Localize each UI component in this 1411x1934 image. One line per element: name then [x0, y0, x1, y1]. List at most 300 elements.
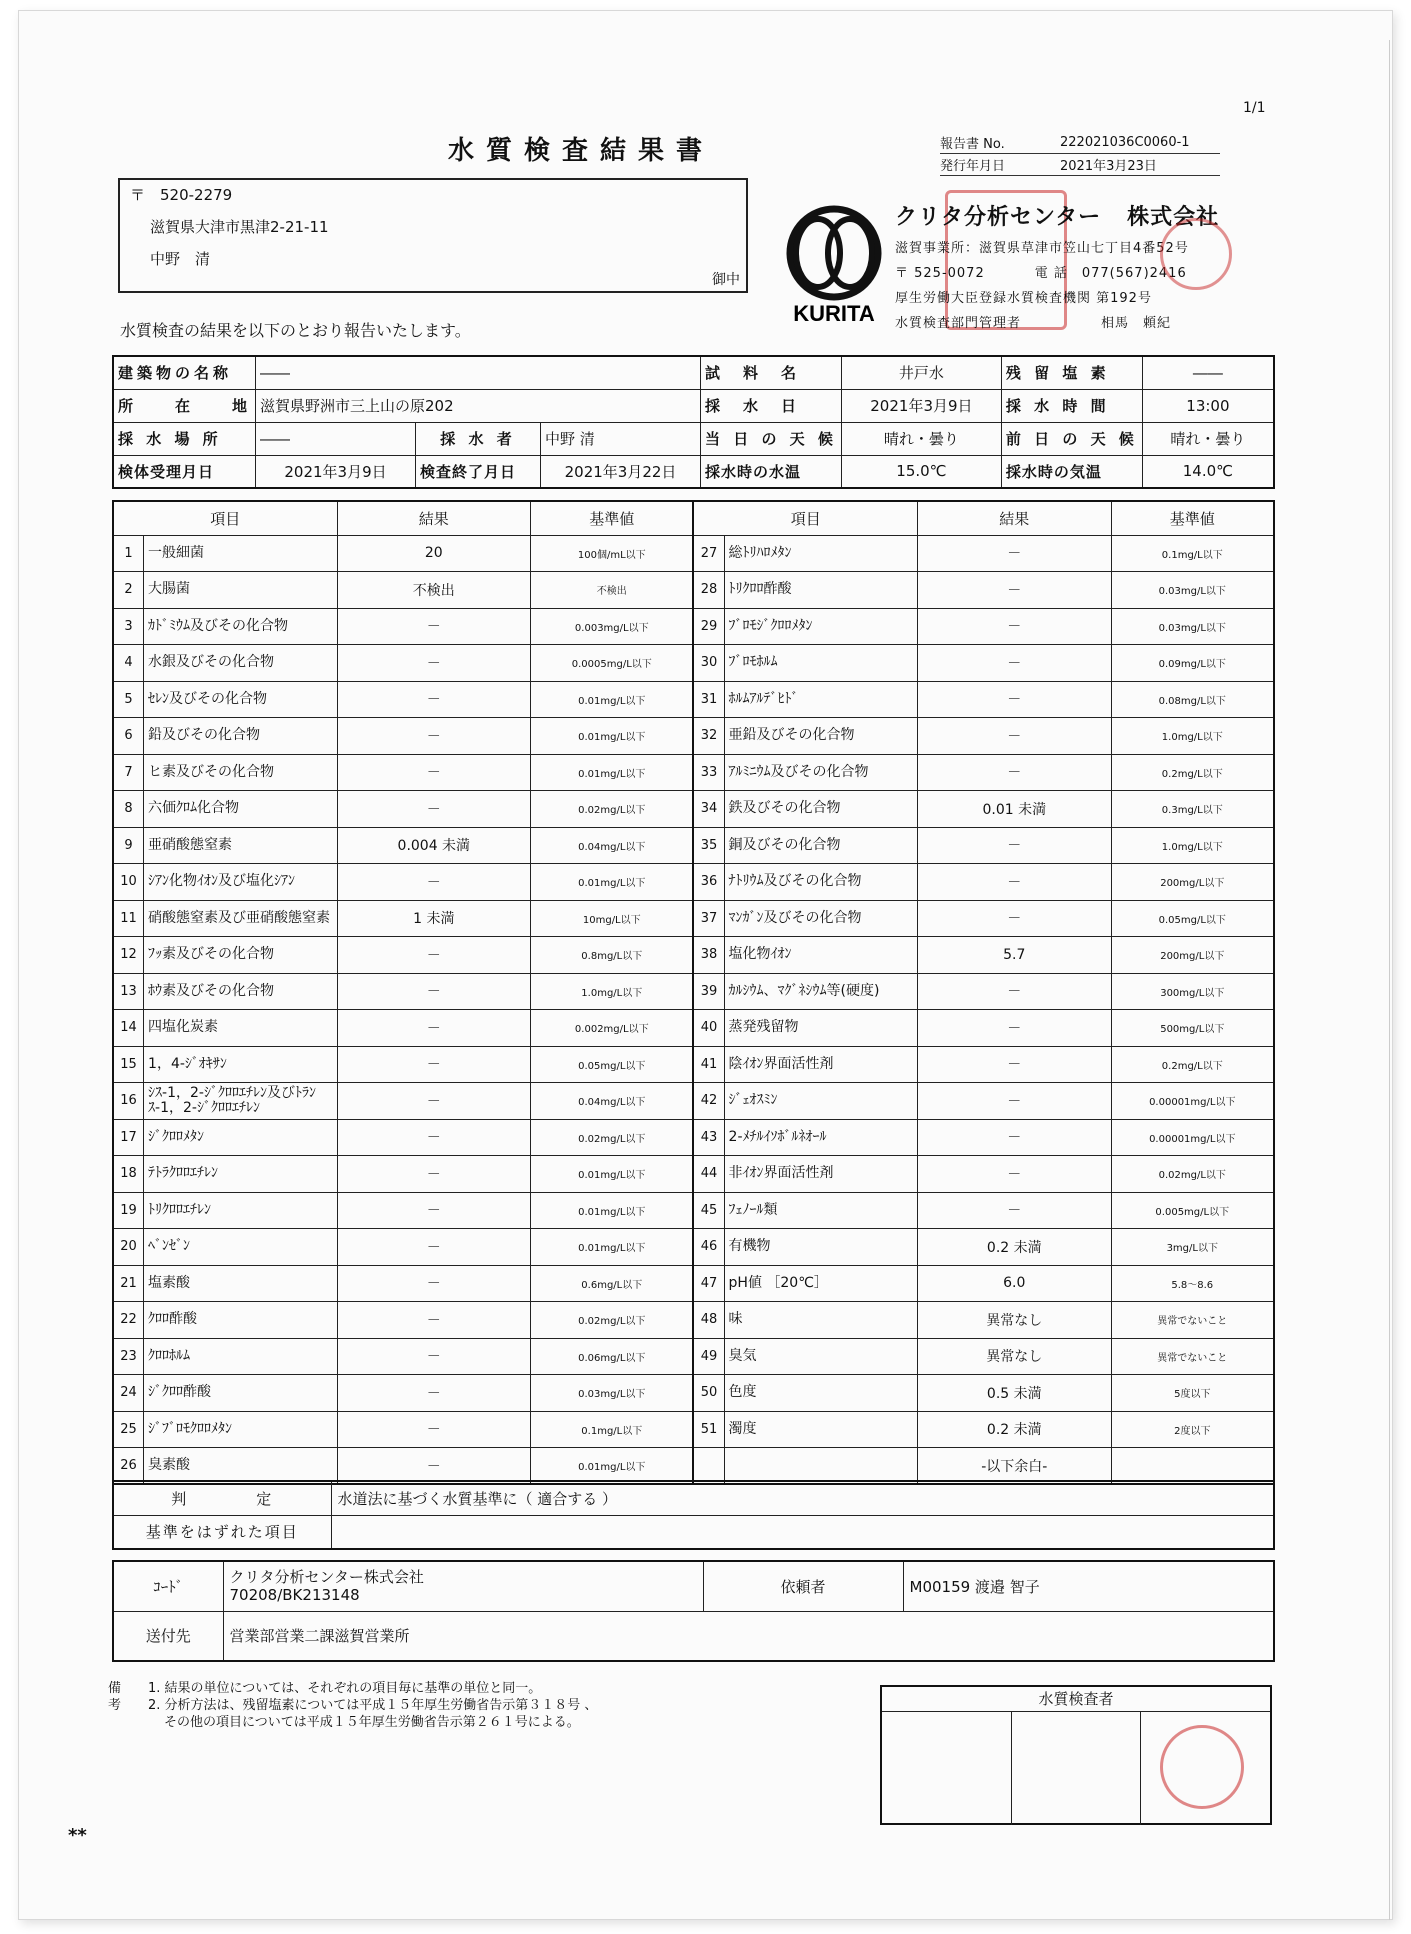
result-left-item: 鉛及びその化合物	[144, 718, 338, 755]
table-row	[113, 645, 1274, 682]
result-left-standard: 0.01mg/L以下	[531, 1229, 694, 1266]
result-right-no: 51	[693, 1411, 724, 1448]
prev-weather-label: 前 日 の 天 候	[1001, 422, 1142, 455]
result-left-result: －	[337, 864, 531, 901]
manager-name: 相馬 頼紀	[1101, 316, 1172, 331]
result-left-result: －	[337, 1083, 531, 1120]
result-left-result: －	[337, 1448, 531, 1485]
received-value: 2021年3月9日	[256, 455, 416, 488]
table-row	[113, 535, 1274, 572]
air-temp-value: 14.0℃	[1142, 455, 1274, 488]
result-right-item: 味	[724, 1302, 918, 1339]
table-row	[113, 1192, 1274, 1229]
result-right-no: 28	[693, 572, 724, 609]
recipient-zip: 〒 520-2279	[130, 186, 233, 204]
result-right-result: －	[918, 754, 1112, 791]
sample-label: 試 料 名	[701, 356, 842, 389]
result-left-no: 3	[113, 608, 144, 645]
recipient-box	[118, 178, 748, 293]
result-left-standard: 0.6mg/L以下	[531, 1265, 694, 1302]
result-left-standard: 0.06mg/L以下	[531, 1338, 694, 1375]
result-right-result: －	[918, 1119, 1112, 1156]
sheet-edge	[1389, 40, 1401, 1920]
building-value: ――	[256, 356, 701, 389]
sample-value: 井戸水	[841, 356, 1001, 389]
result-right-result: 0.5 未満	[918, 1375, 1112, 1412]
table-row	[113, 1338, 1274, 1375]
result-right-item: 鉄及びその化合物	[724, 791, 918, 828]
report-no: 222021036C0060-1	[1060, 135, 1190, 150]
table-row	[113, 900, 1274, 937]
result-right-no: 39	[693, 973, 724, 1010]
result-right-no: 47	[693, 1265, 724, 1302]
finished-label: 検査終了月日	[416, 455, 541, 488]
code-line-1: クリタ分析センター株式会社	[229, 1568, 424, 1587]
result-right-no: 30	[693, 645, 724, 682]
result-right-standard: 2度以下	[1111, 1411, 1274, 1448]
result-right-standard: 3mg/L以下	[1111, 1229, 1274, 1266]
note-line-2: 2. 分析方法は、残留塩素については平成１５年厚生労働省告示第３１８号 、	[148, 1698, 598, 1713]
page-title: 水質検査結果書	[448, 136, 715, 166]
result-left-no: 24	[113, 1375, 144, 1412]
result-right-no: 44	[693, 1156, 724, 1193]
issue-date: 2021年3月23日	[1060, 159, 1157, 174]
inspector-label: 水質検査者	[882, 1687, 1270, 1712]
table-row	[113, 1411, 1274, 1448]
note-line-1: 1. 結果の単位については、それぞれの項目毎に基準の単位と同一。	[148, 1681, 542, 1696]
result-right-result: 0.01 未満	[918, 791, 1112, 828]
result-right-item: 銅及びその化合物	[724, 827, 918, 864]
result-right-result: -以下余白-	[918, 1448, 1112, 1485]
result-right-standard: 0.03mg/L以下	[1111, 608, 1274, 645]
result-left-no: 1	[113, 535, 144, 572]
result-left-item: ﾌｯ素及びその化合物	[144, 937, 338, 974]
judgement-table	[112, 1480, 1275, 1550]
result-right-standard: 0.3mg/L以下	[1111, 791, 1274, 828]
result-left-item: 亜硝酸態窒素	[144, 827, 338, 864]
result-left-standard: 0.05mg/L以下	[531, 1046, 694, 1083]
table-row	[113, 1302, 1274, 1339]
result-right-result: －	[918, 900, 1112, 937]
result-right-item: 臭気	[724, 1338, 918, 1375]
result-right-no: 43	[693, 1119, 724, 1156]
result-right-result: －	[918, 535, 1112, 572]
received-label: 検体受理月日	[113, 455, 256, 488]
page-number: 1/1	[1243, 100, 1266, 116]
result-right-item: ﾏﾝｶﾞﾝ及びその化合物	[724, 900, 918, 937]
result-right-no: 46	[693, 1229, 724, 1266]
result-right-standard: 0.02mg/L以下	[1111, 1156, 1274, 1193]
result-right-no: 29	[693, 608, 724, 645]
company-kk: 株式会社	[1127, 205, 1220, 230]
result-right-no: 37	[693, 900, 724, 937]
result-right-no: 27	[693, 535, 724, 572]
result-left-result: 20	[337, 535, 531, 572]
intro-text: 水質検査の結果を以下のとおり報告いたします。	[120, 321, 471, 340]
result-left-result: －	[337, 1375, 531, 1412]
note-line-3: その他の項目については平成１５年厚生労働省告示第２６１号による。	[164, 1715, 580, 1730]
result-right-item: 蒸発残留物	[724, 1010, 918, 1047]
table-row	[113, 937, 1274, 974]
company-name: クリタ分析センター	[895, 205, 1102, 230]
result-left-item: 四塩化炭素	[144, 1010, 338, 1047]
result-right-standard: 異常でないこと	[1111, 1302, 1274, 1339]
result-right-no: 42	[693, 1083, 724, 1120]
result-left-item: ｶﾄﾞﾐｳﾑ及びその化合物	[144, 608, 338, 645]
air-temp-label: 採水時の気温	[1001, 455, 1142, 488]
result-right-no: 38	[693, 937, 724, 974]
table-row	[113, 864, 1274, 901]
result-right-standard: 0.2mg/L以下	[1111, 1046, 1274, 1083]
recipient-name: 中野 清	[150, 250, 211, 268]
result-left-standard: 0.02mg/L以下	[531, 791, 694, 828]
result-left-standard: 0.8mg/L以下	[531, 937, 694, 974]
sampler-value: 中野 清	[541, 422, 701, 455]
company-zip: 〒 525-0072	[895, 266, 985, 281]
footnote: **	[68, 1825, 87, 1846]
requester-value: M00159 渡邉 智子	[903, 1561, 1274, 1611]
result-left-standard: 0.01mg/L以下	[531, 1156, 694, 1193]
table-row	[113, 572, 1274, 609]
header-standard-right: 基準値	[1111, 501, 1274, 535]
result-right-item: 2-ﾒﾁﾙｲｿﾎﾞﾙﾈｵｰﾙ	[724, 1119, 918, 1156]
notes-label: 備考	[108, 1681, 122, 1713]
result-left-item: 塩素酸	[144, 1265, 338, 1302]
result-right-no: 48	[693, 1302, 724, 1339]
result-right-no: 41	[693, 1046, 724, 1083]
code-label: ｺｰﾄﾞ	[113, 1561, 223, 1611]
result-right-no: 36	[693, 864, 724, 901]
result-left-no: 4	[113, 645, 144, 682]
weather-value: 晴れ・曇り	[841, 422, 1001, 455]
result-right-result: －	[918, 1156, 1112, 1193]
result-left-item: ｼﾞﾌﾞﾛﾓｸﾛﾛﾒﾀﾝ	[144, 1411, 338, 1448]
result-left-item: ｸﾛﾛﾎﾙﾑ	[144, 1338, 338, 1375]
result-right-standard: 0.00001mg/L以下	[1111, 1083, 1274, 1120]
result-right-result: －	[918, 718, 1112, 755]
result-left-standard: 0.01mg/L以下	[531, 1448, 694, 1485]
result-left-no: 22	[113, 1302, 144, 1339]
result-right-standard: 1.0mg/L以下	[1111, 718, 1274, 755]
result-right-standard: 5.8～8.6	[1111, 1265, 1274, 1302]
result-left-no: 23	[113, 1338, 144, 1375]
result-right-item: 亜鉛及びその化合物	[724, 718, 918, 755]
sample-place-label: 採 水 場 所	[113, 422, 256, 455]
result-left-result: －	[337, 1265, 531, 1302]
result-right-result: －	[918, 681, 1112, 718]
result-left-result: －	[337, 791, 531, 828]
result-left-no: 26	[113, 1448, 144, 1485]
result-right-no: 32	[693, 718, 724, 755]
result-right-item: ﾎﾙﾑｱﾙﾃﾞﾋﾄﾞ	[724, 681, 918, 718]
result-right-item: 色度	[724, 1375, 918, 1412]
result-right-item	[724, 1448, 918, 1485]
code-value	[223, 1561, 703, 1611]
result-left-item: ｼｽ-1，2-ｼﾞｸﾛﾛｴﾁﾚﾝ及びﾄﾗﾝｽ-1，2-ｼﾞｸﾛﾛｴﾁﾚﾝ	[144, 1083, 338, 1120]
result-left-result: 1 未満	[337, 900, 531, 937]
result-right-result: －	[918, 608, 1112, 645]
company-office: 滋賀事業所：滋賀県草津市笠山七丁目4番52号	[895, 241, 1189, 256]
result-left-no: 5	[113, 681, 144, 718]
result-left-standard: 0.01mg/L以下	[531, 681, 694, 718]
table-row	[113, 791, 1274, 828]
result-left-result: －	[337, 1302, 531, 1339]
result-right-standard: 0.05mg/L以下	[1111, 900, 1274, 937]
result-left-no: 2	[113, 572, 144, 609]
result-right-result: 異常なし	[918, 1302, 1112, 1339]
result-left-result: －	[337, 937, 531, 974]
sample-time-label: 採 水 時 間	[1001, 389, 1142, 422]
result-right-item: 有機物	[724, 1229, 918, 1266]
result-right-standard: 200mg/L以下	[1111, 864, 1274, 901]
result-left-result: －	[337, 1192, 531, 1229]
report-meta	[940, 132, 1220, 176]
result-right-no: 45	[693, 1192, 724, 1229]
table-row	[113, 1375, 1274, 1412]
table-row	[113, 827, 1274, 864]
result-left-standard: 100個/mL以下	[531, 535, 694, 572]
result-left-item: 臭素酸	[144, 1448, 338, 1485]
table-row	[113, 681, 1274, 718]
kurita-logo	[780, 205, 888, 325]
result-left-item: 六価ｸﾛﾑ化合物	[144, 791, 338, 828]
result-left-no: 10	[113, 864, 144, 901]
water-temp-label: 採水時の水温	[701, 455, 842, 488]
result-right-standard: 0.00001mg/L以下	[1111, 1119, 1274, 1156]
result-right-standard: 0.005mg/L以下	[1111, 1192, 1274, 1229]
result-right-result: －	[918, 572, 1112, 609]
issue-date-label: 発行年月日	[940, 159, 1006, 174]
result-right-result: －	[918, 1010, 1112, 1047]
header-result-right: 結果	[918, 501, 1112, 535]
result-right-standard: 1.0mg/L以下	[1111, 827, 1274, 864]
result-left-result: －	[337, 645, 531, 682]
result-right-no: 49	[693, 1338, 724, 1375]
result-right-item: ｱﾙﾐﾆｳﾑ及びその化合物	[724, 754, 918, 791]
water-temp-value: 15.0℃	[841, 455, 1001, 488]
sample-date-label: 採 水 日	[701, 389, 842, 422]
result-left-result: －	[337, 1229, 531, 1266]
result-right-result: －	[918, 973, 1112, 1010]
result-right-standard: 0.08mg/L以下	[1111, 681, 1274, 718]
result-right-item: 濁度	[724, 1411, 918, 1448]
result-right-standard: 0.1mg/L以下	[1111, 535, 1274, 572]
result-right-no: 35	[693, 827, 724, 864]
result-right-item: 陰ｲｵﾝ界面活性剤	[724, 1046, 918, 1083]
result-left-result: －	[337, 1010, 531, 1047]
result-left-result: －	[337, 608, 531, 645]
result-left-no: 14	[113, 1010, 144, 1047]
failed-items-value	[331, 1515, 1274, 1549]
result-right-standard: 異常でないこと	[1111, 1338, 1274, 1375]
result-left-result: －	[337, 1338, 531, 1375]
result-left-standard: 0.002mg/L以下	[531, 1010, 694, 1047]
result-right-no: 31	[693, 681, 724, 718]
result-left-standard: 不検出	[531, 572, 694, 609]
result-right-item: ﾅﾄﾘｳﾑ及びその化合物	[724, 864, 918, 901]
result-left-result: －	[337, 718, 531, 755]
result-right-no: 34	[693, 791, 724, 828]
result-left-no: 8	[113, 791, 144, 828]
result-left-item: ｼﾞｸﾛﾛ酢酸	[144, 1375, 338, 1412]
header-result-left: 結果	[337, 501, 531, 535]
result-right-standard: 300mg/L以下	[1111, 973, 1274, 1010]
result-left-item: ﾎｳ素及びその化合物	[144, 973, 338, 1010]
building-label: 建築物の名称	[113, 356, 256, 389]
sample-time-value: 13:00	[1142, 389, 1274, 422]
result-right-item: ｶﾙｼｳﾑ、ﾏｸﾞﾈｼｳﾑ等(硬度)	[724, 973, 918, 1010]
result-left-result: －	[337, 973, 531, 1010]
result-left-standard: 0.003mg/L以下	[531, 608, 694, 645]
table-row	[113, 1010, 1274, 1047]
chlorine-label: 残 留 塩 素	[1001, 356, 1142, 389]
result-right-result: －	[918, 827, 1112, 864]
company-tel: 電 話 077(567)2416	[1034, 266, 1187, 281]
report-no-label: 報告書 No.	[940, 137, 1005, 152]
result-left-result: －	[337, 1411, 531, 1448]
sampler-label: 採 水 者	[416, 422, 541, 455]
result-left-no: 13	[113, 973, 144, 1010]
result-right-result: 6.0	[918, 1265, 1112, 1302]
result-left-result: －	[337, 1046, 531, 1083]
result-left-item: ｸﾛﾛ酢酸	[144, 1302, 338, 1339]
table-row	[113, 1119, 1274, 1156]
destination-value: 営業部営業二課滋賀営業所	[223, 1611, 1274, 1661]
table-row	[113, 1156, 1274, 1193]
sample-date-value: 2021年3月9日	[841, 389, 1001, 422]
recipient-suffix: 御中	[712, 272, 740, 288]
results-header-row	[113, 501, 1274, 535]
result-right-item: ﾄﾘｸﾛﾛ酢酸	[724, 572, 918, 609]
result-right-no: 33	[693, 754, 724, 791]
result-right-standard: 0.09mg/L以下	[1111, 645, 1274, 682]
result-left-no: 15	[113, 1046, 144, 1083]
result-right-standard: 500mg/L以下	[1111, 1010, 1274, 1047]
result-left-item: ﾃﾄﾗｸﾛﾛｴﾁﾚﾝ	[144, 1156, 338, 1193]
result-left-no: 20	[113, 1229, 144, 1266]
result-left-item: 水銀及びその化合物	[144, 645, 338, 682]
result-left-standard: 0.01mg/L以下	[531, 718, 694, 755]
result-right-item: ﾌﾞﾛﾓﾎﾙﾑ	[724, 645, 918, 682]
table-row	[113, 754, 1274, 791]
result-left-standard: 0.04mg/L以下	[531, 827, 694, 864]
result-left-item: ｾﾚﾝ及びその化合物	[144, 681, 338, 718]
judgement-value: 水道法に基づく水質基準に（ 適合する ）	[331, 1481, 1274, 1515]
result-left-item: ｼｱﾝ化物ｲｵﾝ及び塩化ｼｱﾝ	[144, 864, 338, 901]
result-left-no: 11	[113, 900, 144, 937]
result-right-standard: 0.03mg/L以下	[1111, 572, 1274, 609]
result-right-standard: 0.2mg/L以下	[1111, 754, 1274, 791]
failed-items-label: 基準をはずれた項目	[113, 1515, 331, 1549]
result-right-result: 0.2 未満	[918, 1411, 1112, 1448]
result-left-standard: 0.02mg/L以下	[531, 1119, 694, 1156]
result-left-standard: 0.01mg/L以下	[531, 864, 694, 901]
client-table	[112, 1560, 1275, 1662]
table-row	[113, 608, 1274, 645]
results-table	[112, 500, 1275, 1485]
result-right-result: 異常なし	[918, 1338, 1112, 1375]
chlorine-value: ――	[1142, 356, 1274, 389]
result-left-standard: 1.0mg/L以下	[531, 973, 694, 1010]
company-registration: 厚生労働大臣登録水質検査機関 第192号	[895, 291, 1152, 306]
sample-place-value: ――	[256, 422, 416, 455]
kurita-logo-text: KURITA	[793, 301, 875, 325]
result-right-standard	[1111, 1448, 1274, 1485]
requester-label: 依頼者	[703, 1561, 903, 1611]
result-left-standard: 0.02mg/L以下	[531, 1302, 694, 1339]
result-right-no: 40	[693, 1010, 724, 1047]
result-left-item: ヒ素及びその化合物	[144, 754, 338, 791]
prev-weather-value: 晴れ・曇り	[1142, 422, 1274, 455]
result-right-standard: 5度以下	[1111, 1375, 1274, 1412]
result-right-item: pH値 ［20℃］	[724, 1265, 918, 1302]
result-right-no: 50	[693, 1375, 724, 1412]
result-left-no: 7	[113, 754, 144, 791]
result-left-standard: 10mg/L以下	[531, 900, 694, 937]
sample-info-table	[112, 355, 1275, 489]
result-right-item: ﾌﾞﾛﾓｼﾞｸﾛﾛﾒﾀﾝ	[724, 608, 918, 645]
result-left-item: ﾄﾘｸﾛﾛｴﾁﾚﾝ	[144, 1192, 338, 1229]
result-left-result: －	[337, 754, 531, 791]
result-right-result: －	[918, 645, 1112, 682]
result-right-item: ﾌｪﾉｰﾙ類	[724, 1192, 918, 1229]
result-left-standard: 0.01mg/L以下	[531, 754, 694, 791]
result-left-result: 0.004 未満	[337, 827, 531, 864]
result-left-no: 6	[113, 718, 144, 755]
inspector-seal	[1160, 1725, 1244, 1809]
header-item-left: 項目	[113, 501, 337, 535]
result-left-no: 9	[113, 827, 144, 864]
judgement-label: 判 定	[113, 1481, 331, 1515]
location-label: 所 在 地	[113, 389, 256, 422]
result-left-result: －	[337, 1156, 531, 1193]
result-left-no: 25	[113, 1411, 144, 1448]
inspector-cell-2	[1012, 1712, 1142, 1825]
table-row	[113, 1046, 1274, 1083]
result-left-result: －	[337, 1119, 531, 1156]
result-right-item: 総ﾄﾘﾊﾛﾒﾀﾝ	[724, 535, 918, 572]
result-left-item: 硝酸態窒素及び亜硝酸態窒素	[144, 900, 338, 937]
result-right-result: 5.7	[918, 937, 1112, 974]
location-value: 滋賀県野洲市三上山の原202	[256, 389, 701, 422]
result-right-item: ｼﾞｪｵｽﾐﾝ	[724, 1083, 918, 1120]
destination-label: 送付先	[113, 1611, 223, 1661]
result-right-no	[693, 1448, 724, 1485]
table-row	[113, 1265, 1274, 1302]
result-left-item: ﾍﾞﾝｾﾞﾝ	[144, 1229, 338, 1266]
table-row	[113, 973, 1274, 1010]
result-left-item: 一般細菌	[144, 535, 338, 572]
result-right-result: －	[918, 1046, 1112, 1083]
code-line-2: 70208/BK213148	[229, 1586, 360, 1605]
result-left-standard: 0.01mg/L以下	[531, 1192, 694, 1229]
result-left-no: 12	[113, 937, 144, 974]
inspector-cell-1	[882, 1712, 1012, 1825]
finished-value: 2021年3月22日	[541, 455, 701, 488]
result-right-item: 非ｲｵﾝ界面活性剤	[724, 1156, 918, 1193]
manager-label: 水質検査部門管理者	[895, 316, 1022, 331]
result-left-standard: 0.0005mg/L以下	[531, 645, 694, 682]
table-row	[113, 718, 1274, 755]
weather-label: 当 日 の 天 候	[701, 422, 842, 455]
result-left-item: 大腸菌	[144, 572, 338, 609]
header-item-right: 項目	[693, 501, 917, 535]
result-left-no: 16	[113, 1083, 144, 1120]
result-left-result: 不検出	[337, 572, 531, 609]
manager-seal	[1160, 218, 1232, 290]
result-left-item: ｼﾞｸﾛﾛﾒﾀﾝ	[144, 1119, 338, 1156]
result-right-standard: 200mg/L以下	[1111, 937, 1274, 974]
